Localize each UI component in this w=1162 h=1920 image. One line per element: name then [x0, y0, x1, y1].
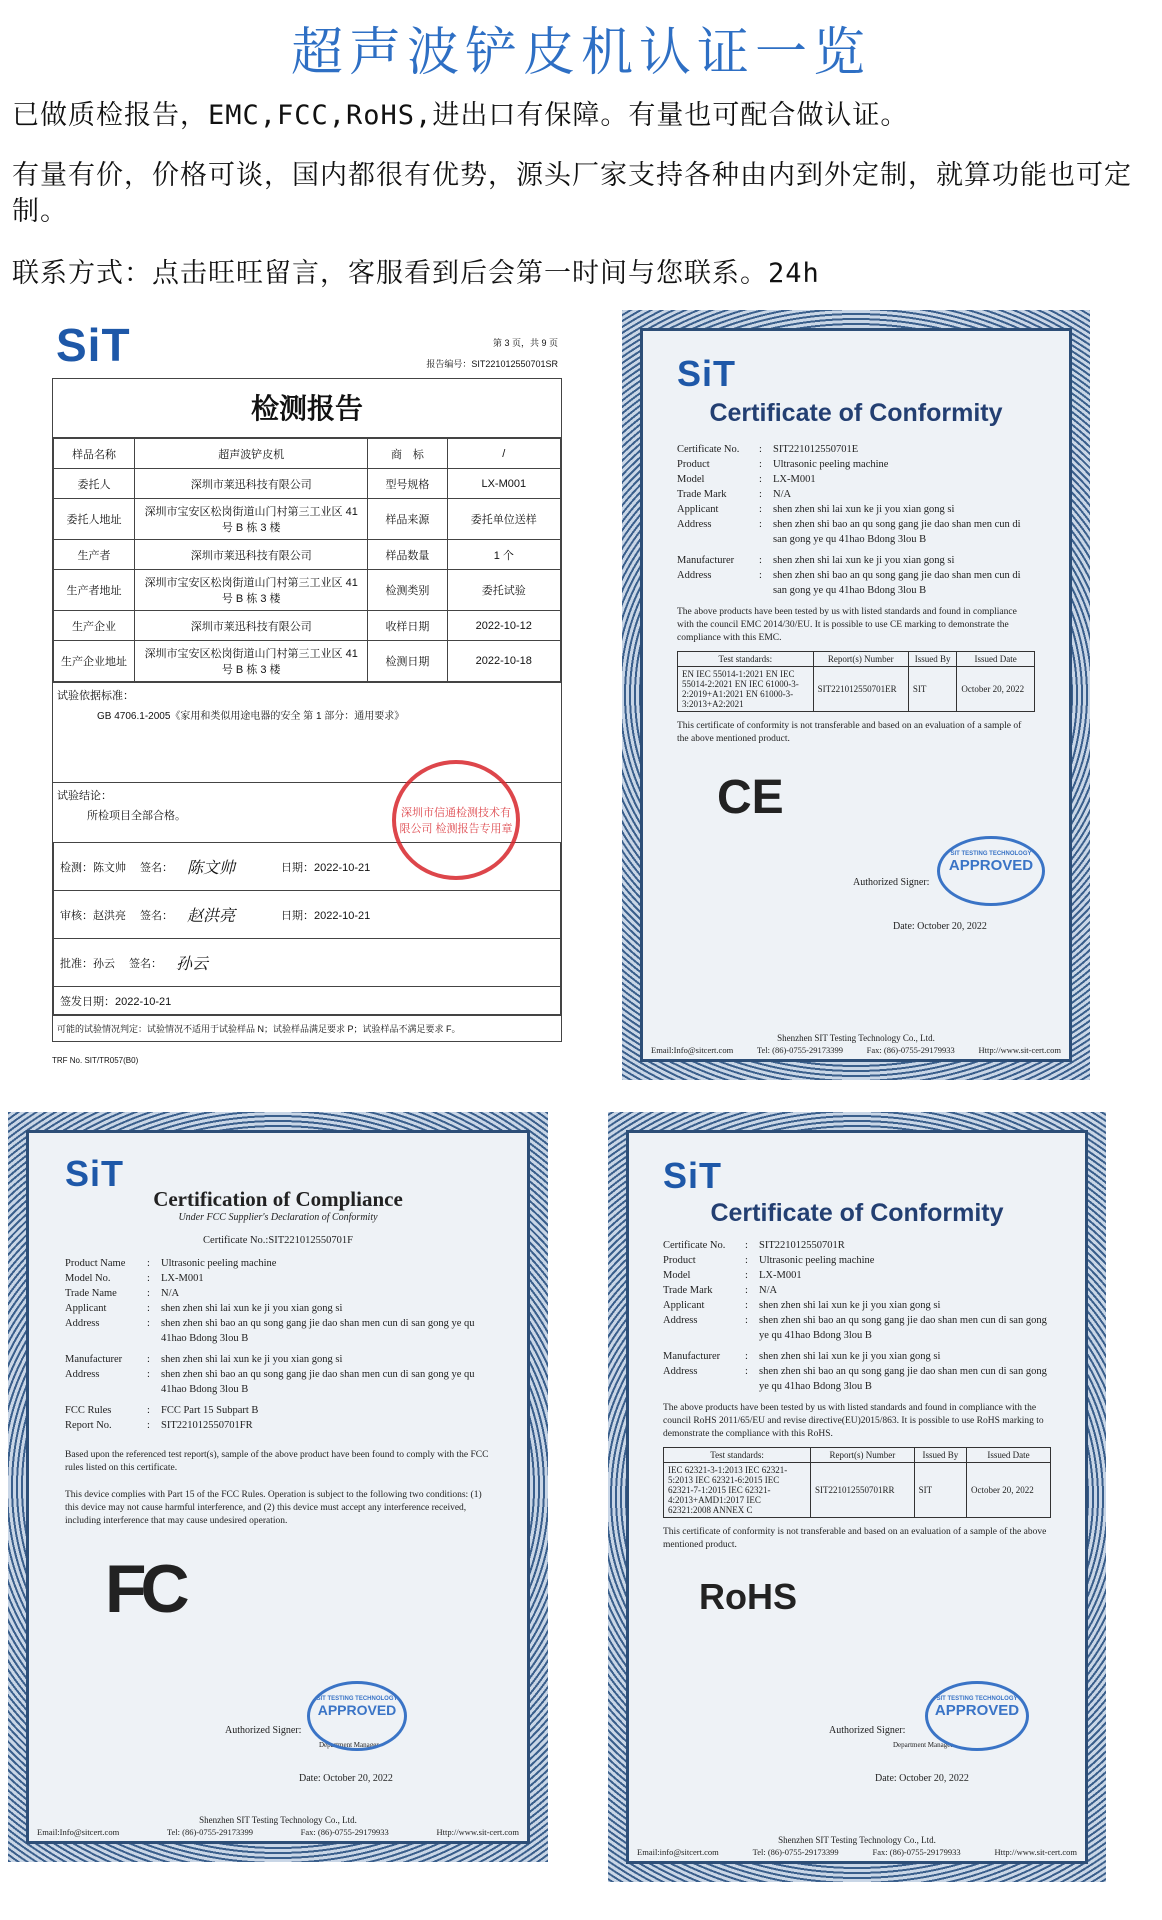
- cert-field-row: [65, 1286, 491, 1301]
- cert-field-row: [677, 487, 1035, 502]
- separator: :: [759, 570, 762, 581]
- field-value: shen zhen shi bao an qu song gang jie dao shan men cun di san gong ye qu 41hao Bdong 3lou B: [161, 1369, 475, 1395]
- fax: Fax: (86)-0755-29179933: [300, 1827, 389, 1837]
- rohs-certificate: [608, 1112, 1106, 1882]
- field-label: 检测类别: [368, 570, 447, 611]
- field-value: Ultrasonic peeling machine: [773, 459, 889, 470]
- field-value: 2022-10-18: [447, 641, 560, 682]
- field-value: Ultrasonic peeling machine: [161, 1258, 277, 1269]
- cert-disclaimer: This certificate of conformity is not transferable and based on an evaluation of a sample of the above mentioned product.: [677, 721, 1022, 744]
- cert-title: Certificate of Conformity: [709, 399, 1003, 427]
- test-report: [52, 312, 562, 1065]
- separator: :: [759, 474, 762, 485]
- separator: :: [745, 1255, 748, 1266]
- field-label: Manufacturer: [663, 1351, 721, 1362]
- field-label: Trade Name: [65, 1288, 117, 1299]
- report-row: [54, 499, 561, 540]
- th-standards: Test standards:: [678, 652, 814, 667]
- cert-footer: [637, 1847, 1077, 1857]
- field-value: shen zhen shi bao an qu song gang jie dao shan men cun di san gong ye qu 41hao Bdong 3lou B: [759, 1366, 1047, 1392]
- field-label: 样品来源: [368, 499, 447, 540]
- report-title: 检测报告: [53, 379, 561, 438]
- intro-paragraph-2: 有量有价，价格可谈，国内都很有优势，源头厂家支持各种由内到外定制，就算功能也可定制。: [12, 160, 1132, 227]
- separator: :: [147, 1303, 150, 1314]
- separator: :: [147, 1288, 150, 1299]
- email: Email:info@sitcert.com: [637, 1847, 719, 1857]
- report-number: SIT221012550701ER: [813, 667, 908, 712]
- field-label: 生产者: [54, 540, 135, 570]
- sign-label: 签名：: [140, 861, 173, 874]
- field-label: Applicant: [663, 1300, 705, 1311]
- separator: :: [759, 519, 762, 530]
- field-label: Manufacturer: [65, 1354, 123, 1365]
- sign-label: 签名：: [140, 909, 173, 922]
- report-row: [54, 611, 561, 641]
- cert-field-row: [677, 553, 1035, 568]
- cert-disclaimer: This certificate of conformity is not transferable and based on an evaluation of a sample of the above mentioned product.: [663, 1527, 1047, 1550]
- field-label: 委托人: [54, 469, 135, 499]
- th-issued-date: Issued Date: [957, 652, 1035, 667]
- standards-table: [677, 651, 1035, 712]
- fcc-certificate: [8, 1112, 548, 1862]
- field-label: 生产者地址: [54, 570, 135, 611]
- report-number: 报告编号：SIT221012550701SR: [426, 359, 558, 369]
- field-label: Model: [663, 1270, 691, 1281]
- website: Http://www.sit-cert.com: [994, 1847, 1077, 1857]
- cert-field-row: [65, 1316, 491, 1346]
- separator: :: [147, 1354, 150, 1365]
- report-number: SIT221012550701RR: [811, 1463, 915, 1518]
- separator: :: [147, 1258, 150, 1269]
- field-label: Address: [663, 1315, 698, 1326]
- cert-date: Date: October 20, 2022: [893, 921, 987, 932]
- field-value: /: [447, 439, 560, 469]
- cert-field-row: [677, 502, 1035, 517]
- fcc-conditions: This device complies with Part 15 of the FCC Rules. Operation is subject to the following two conditions: (1) this device may not cause harmful interference, and (2) this device must accept any interference received, including interference that may cause undesired operation.: [65, 1490, 482, 1526]
- signature: 孙云: [176, 954, 209, 973]
- field-value: N/A: [759, 1285, 778, 1296]
- separator: :: [147, 1405, 150, 1416]
- field-value: shen zhen shi lai xun ke ji you xian gong si: [773, 555, 955, 566]
- basis-text: GB 4706.1-2005《家用和类似用途电器的安全 第 1 部分：通用要求》: [97, 711, 405, 722]
- field-label: 检测日期: [368, 641, 447, 682]
- field-label: Applicant: [677, 504, 719, 515]
- stamp-text: APPROVED: [948, 857, 1034, 874]
- stamp-ring: SIT TESTING TECHNOLOGY: [316, 1696, 398, 1702]
- sit-logo: SiT: [65, 1153, 125, 1194]
- separator: :: [745, 1285, 748, 1296]
- field-value: LX-M001: [773, 474, 816, 485]
- field-value: 深圳市莱迅科技有限公司: [135, 611, 368, 641]
- field-value: Ultrasonic peeling machine: [759, 1255, 875, 1266]
- field-value: shen zhen shi lai xun ke ji you xian gong si: [773, 504, 955, 515]
- report-row: [54, 469, 561, 499]
- field-value: shen zhen shi lai xun ke ji you xian gong si: [759, 1351, 941, 1362]
- field-label: Certificate No.: [677, 444, 740, 455]
- sign-label: 签名：: [129, 957, 162, 970]
- reviewer: 审核：赵洪亮: [60, 909, 126, 922]
- conclusion-label: 试验结论：: [57, 790, 112, 802]
- tel: Tel: (86)-0755-29173399: [752, 1847, 839, 1857]
- field-label: Manufacturer: [677, 555, 735, 566]
- field-value: SIT221012550701E: [773, 444, 859, 455]
- cert-field-row: [677, 442, 1035, 457]
- field-label: Applicant: [65, 1303, 107, 1314]
- ce-mark: CE: [717, 771, 784, 824]
- sit-logo: SiT: [677, 353, 737, 394]
- trf-number: TRF No. SIT/TR057(B0): [52, 1056, 139, 1065]
- field-value: N/A: [161, 1288, 180, 1299]
- email: Email:Info@sitcert.com: [37, 1827, 120, 1837]
- cert-date: Date: October 20, 2022: [299, 1773, 393, 1784]
- report-row: [54, 540, 561, 570]
- red-seal-stamp: [392, 760, 520, 880]
- issued-by: SIT: [914, 1463, 966, 1518]
- cert-field-row: [663, 1238, 1051, 1253]
- report-table: [53, 438, 561, 682]
- signature: 赵洪亮: [187, 906, 236, 925]
- issuer-company: Shenzhen SIT Testing Technology Co., Ltd.: [778, 1835, 936, 1845]
- field-label: Model No.: [65, 1273, 111, 1284]
- field-value: LX-M001: [161, 1273, 204, 1284]
- field-value: shen zhen shi lai xun ke ji you xian gong si: [759, 1300, 941, 1311]
- th-report: Report(s) Number: [811, 1448, 915, 1463]
- field-value: 委托单位送样: [447, 499, 560, 540]
- separator: :: [759, 444, 762, 455]
- cert-title: Certificate of Conformity: [710, 1199, 1004, 1227]
- field-label: 样品名称: [54, 439, 135, 469]
- tel: Tel: (86)-0755-29173399: [756, 1045, 843, 1055]
- cert-note: Based upon the referenced test report(s), sample of the above product have been found to comply with the FCC rules listed on this certificate.: [65, 1450, 489, 1473]
- basis-label: 试验依据标准：: [57, 690, 134, 702]
- field-value: 深圳市宝安区松岗街道山门村第三工业区 41 号 B 栋 3 楼: [135, 641, 368, 682]
- rohs-logo: RoHS: [699, 1576, 797, 1617]
- report-page: 第 3 页，共 9 页: [492, 338, 558, 348]
- cert-field-row: [663, 1268, 1051, 1283]
- field-value: LX-M001: [447, 469, 560, 499]
- cert-subtitle: Under FCC Supplier's Declaration of Conformity: [178, 1212, 378, 1223]
- field-label: 型号规格: [368, 469, 447, 499]
- th-standards: Test standards:: [664, 1448, 811, 1463]
- fax: Fax: (86)-0755-29179933: [866, 1045, 955, 1055]
- cert-field-row: [65, 1301, 491, 1316]
- separator: :: [745, 1315, 748, 1326]
- stamp-text: APPROVED: [317, 1702, 397, 1718]
- separator: :: [147, 1318, 150, 1329]
- field-value: 2022-10-12: [447, 611, 560, 641]
- cert-field-row: [677, 568, 1035, 598]
- separator: :: [745, 1366, 748, 1377]
- sit-logo: SiT: [56, 319, 131, 371]
- field-value: LX-M001: [759, 1270, 802, 1281]
- field-label: Address: [65, 1318, 100, 1329]
- separator: :: [759, 504, 762, 515]
- field-label: Product: [677, 459, 710, 470]
- field-label: 生产企业地址: [54, 641, 135, 682]
- separator: :: [759, 555, 762, 566]
- test-date: 日期：2022-10-21: [281, 861, 371, 874]
- field-label: 委托人地址: [54, 499, 135, 540]
- cert-field-row: [677, 472, 1035, 487]
- field-label: FCC Rules: [65, 1405, 112, 1416]
- separator: :: [745, 1240, 748, 1251]
- review-date: 日期：2022-10-21: [281, 909, 371, 922]
- field-value: SIT221012550701R: [759, 1240, 845, 1251]
- field-value: shen zhen shi bao an qu song gang jie dao shan men cun di san gong ye qu 41hao Bdong 3lou B: [773, 570, 1021, 596]
- cert-field-row: [663, 1298, 1051, 1313]
- cert-date: Date: October 20, 2022: [875, 1773, 969, 1784]
- approved-stamp: [937, 836, 1045, 906]
- cert-field-row: [677, 517, 1035, 547]
- issue-date: 签发日期：2022-10-21: [60, 995, 172, 1008]
- field-value: 委托试验: [447, 570, 560, 611]
- cert-fields: [663, 1238, 1051, 1394]
- stamp-ring: SIT TESTING TECHNOLOGY: [936, 1696, 1018, 1702]
- field-label: Model: [677, 474, 705, 485]
- field-value: shen zhen shi lai xun ke ji you xian gong si: [161, 1303, 343, 1314]
- cert-field-row: [65, 1352, 491, 1367]
- sit-logo: SiT: [663, 1155, 723, 1196]
- field-value: shen zhen shi lai xun ke ji you xian gong si: [161, 1354, 343, 1365]
- separator: :: [745, 1300, 748, 1311]
- separator: :: [759, 459, 762, 470]
- issued-date: October 20, 2022: [967, 1463, 1051, 1518]
- field-label: Trade Mark: [677, 489, 727, 500]
- field-label: Address: [663, 1366, 698, 1377]
- tester: 检测：陈文帅: [60, 861, 126, 874]
- issued-by: SIT: [908, 667, 956, 712]
- separator: :: [745, 1351, 748, 1362]
- approved-stamp: [307, 1681, 407, 1751]
- field-value: 深圳市宝安区松岗街道山门村第三工业区 41 号 B 栋 3 楼: [135, 499, 368, 540]
- field-value: 深圳市宝安区松岗街道山门村第三工业区 41 号 B 栋 3 楼: [135, 570, 368, 611]
- field-label: Address: [677, 519, 712, 530]
- th-issued-by: Issued By: [914, 1448, 966, 1463]
- authorized-signer: Authorized Signer:: [225, 1725, 302, 1736]
- signature: 陈文帅: [187, 858, 236, 877]
- cert-number: Certificate No.:SIT221012550701F: [203, 1235, 353, 1246]
- field-label: 收样日期: [368, 611, 447, 641]
- field-label: Trade Mark: [663, 1285, 713, 1296]
- standards-list: IEC 62321-3-1:2013 IEC 62321-5:2013 IEC 62321-6:2015 IEC 62321-7-1:2015 IEC 62321-4:2013+AMD1:2017 IEC 62321:2008 ANNEX C: [664, 1463, 811, 1518]
- field-value: 超声波铲皮机: [135, 439, 368, 469]
- cert-field-row: [677, 457, 1035, 472]
- field-value: shen zhen shi bao an qu song gang jie dao shan men cun di san gong ye qu 41hao Bdong 3lou B: [759, 1315, 1047, 1341]
- page-title: 超声波铲皮机认证一览: [290, 23, 871, 83]
- field-value: 深圳市莱迅科技有限公司: [135, 540, 368, 570]
- standards-table: [663, 1447, 1051, 1518]
- separator: :: [147, 1369, 150, 1380]
- th-report: Report(s) Number: [813, 652, 908, 667]
- field-value: 深圳市莱迅科技有限公司: [135, 469, 368, 499]
- separator: :: [759, 489, 762, 500]
- th-issued-date: Issued Date: [967, 1448, 1051, 1463]
- separator: :: [745, 1270, 748, 1281]
- cert-field-row: [65, 1256, 491, 1271]
- page-header: [0, 0, 1162, 289]
- issuer-company: Shenzhen SIT Testing Technology Co., Ltd.: [777, 1033, 935, 1043]
- cert-footer: [37, 1827, 519, 1837]
- emc-certificate: [622, 310, 1090, 1080]
- field-value: shen zhen shi bao an qu song gang jie dao shan men cun di san gong ye qu 41hao Bdong 3lou B: [773, 519, 1021, 545]
- standards-list: EN IEC 55014-1:2021 EN IEC 55014-2:2021 EN IEC 61000-3-2:2019+A1:2021 EN 61000-3-3:2013+A2:2021: [678, 667, 814, 712]
- fax: Fax: (86)-0755-29179933: [872, 1847, 961, 1857]
- field-value: shen zhen shi bao an qu song gang jie dao shan men cun di san gong ye qu 41hao Bdong 3lou B: [161, 1318, 475, 1344]
- report-row: [54, 570, 561, 611]
- field-label: Product Name: [65, 1258, 126, 1269]
- issuer-company: Shenzhen SIT Testing Technology Co., Ltd.: [199, 1815, 357, 1825]
- cert-field-row: [663, 1253, 1051, 1268]
- department-manager: Department Manager: [893, 1741, 953, 1749]
- approved-stamp: [925, 1681, 1029, 1751]
- cert-field-row: [65, 1403, 491, 1418]
- field-value: FCC Part 15 Subpart B: [161, 1405, 259, 1416]
- field-label: Address: [677, 570, 712, 581]
- field-label: Address: [65, 1369, 100, 1380]
- field-value: SIT221012550701FR: [161, 1420, 253, 1431]
- authorized-signer: Authorized Signer:: [829, 1725, 906, 1736]
- cert-field-row: [663, 1364, 1051, 1394]
- issued-date: October 20, 2022: [957, 667, 1035, 712]
- field-value: 1 个: [447, 540, 560, 570]
- department-manager: Department Manager: [319, 1741, 379, 1749]
- field-label: 生产企业: [54, 611, 135, 641]
- cert-fields: [65, 1256, 491, 1433]
- authorized-signer: Authorized Signer:: [853, 877, 930, 888]
- field-value: N/A: [773, 489, 792, 500]
- cert-field-row: [663, 1283, 1051, 1298]
- field-label: 样品数量: [368, 540, 447, 570]
- report-legend: 可能的试验情况判定：试验情况不适用于试验样品 N；试验样品满足要求 P；试验样品不满足要求 F。: [53, 1015, 561, 1041]
- email: Email:Info@sitcert.com: [651, 1045, 734, 1055]
- field-label: Certificate No.: [663, 1240, 726, 1251]
- website: Http://www.sit-cert.com: [436, 1827, 519, 1837]
- th-issued-by: Issued By: [908, 652, 956, 667]
- contact-paragraph: 联系方式：点击旺旺留言，客服看到后会第一时间与您联系。24h: [12, 258, 820, 289]
- cert-footer: [651, 1045, 1061, 1055]
- cert-field-row: [65, 1271, 491, 1286]
- field-label: 商 标: [368, 439, 447, 469]
- conclusion-text: 所检项目全部合格。: [87, 810, 186, 822]
- stamp-text: APPROVED: [934, 1702, 1020, 1719]
- separator: :: [147, 1273, 150, 1284]
- fcc-logo: FC: [105, 1551, 184, 1627]
- cert-note: The above products have been tested by us with listed standards and found in compliance with the council EMC 2014/30/EU. It is possible to use CE marking to demonstrate the compliance with this EMC.: [677, 607, 1017, 643]
- separator: :: [147, 1420, 150, 1431]
- website: Http://www.sit-cert.com: [978, 1045, 1061, 1055]
- seal-text: 深圳市信通检测技术有限公司 检测报告专用章: [399, 807, 513, 835]
- cert-field-row: [663, 1313, 1051, 1343]
- intro-paragraph-1: 已做质检报告，EMC,FCC,RoHS,进出口有保障。有量也可配合做认证。: [12, 100, 909, 131]
- approver: 批准：孙云: [60, 957, 115, 970]
- report-row: [54, 439, 561, 469]
- cert-field-row: [663, 1349, 1051, 1364]
- cert-field-row: [65, 1418, 491, 1433]
- tel: Tel: (86)-0755-29173399: [166, 1827, 253, 1837]
- report-row: [54, 641, 561, 682]
- field-label: Report No.: [65, 1420, 112, 1431]
- field-label: Product: [663, 1255, 696, 1266]
- cert-note: The above products have been tested by us with listed standards and found in compliance with the council RoHS 2011/65/EU and revise directive(EU)2015/863. It is possible to use RoHS marking to demonstrate the compliance with this RoHS.: [663, 1403, 1044, 1439]
- cert-fields: [677, 442, 1035, 598]
- cert-title: Certification of Compliance: [153, 1187, 403, 1211]
- stamp-ring: SIT TESTING TECHNOLOGY: [950, 851, 1032, 857]
- cert-field-row: [65, 1367, 491, 1397]
